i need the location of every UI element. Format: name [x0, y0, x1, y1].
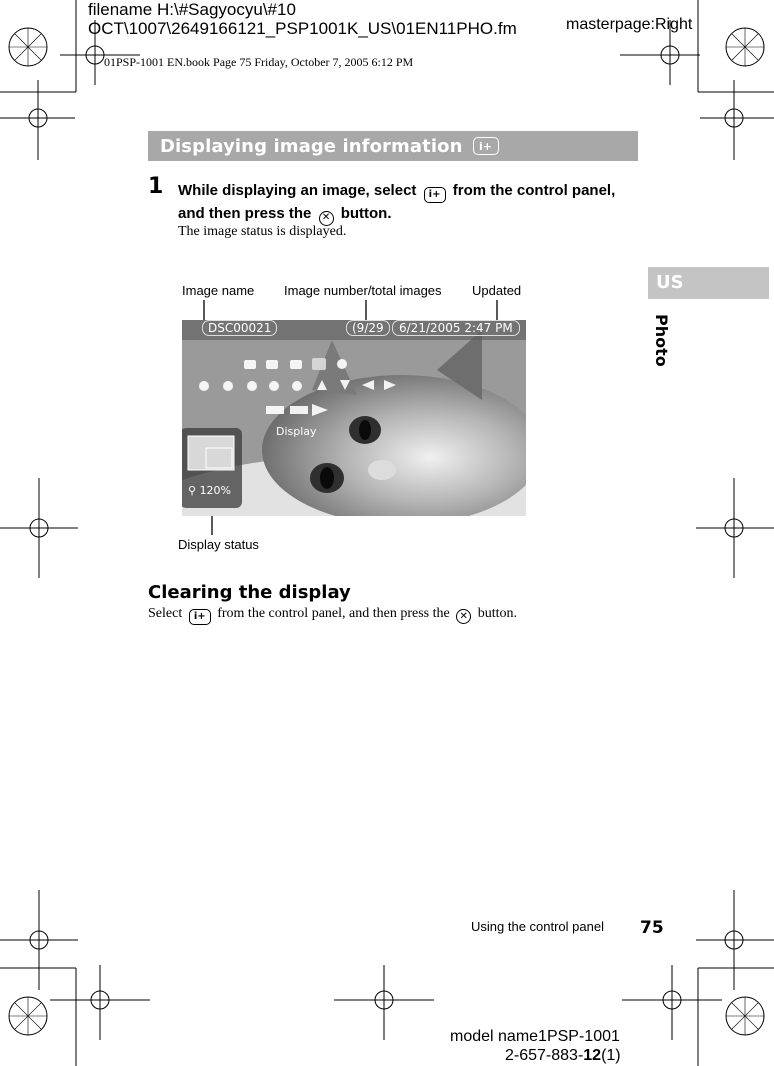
clearing-text-part3: button.: [477, 606, 517, 621]
clearing-text-part1: Select: [148, 606, 183, 621]
cross-button-icon: ✕: [319, 211, 334, 226]
model-code-bold: 12: [583, 1047, 602, 1064]
step-result: The image status is displayed.: [178, 224, 347, 239]
psp-screen-image: [182, 320, 526, 516]
section-title: Displaying image information: [160, 135, 463, 157]
step-text-part3: button.: [340, 205, 392, 222]
label-updated: Updated: [472, 283, 522, 298]
clearing-instruction: [148, 606, 517, 625]
model-code-suffix: (1): [601, 1047, 621, 1064]
footer-section-name: Using the control panel: [471, 919, 604, 934]
info-plus-icon: i+: [189, 609, 211, 625]
step-number: 1: [148, 174, 164, 199]
screen-image-name: DSC00021: [202, 320, 277, 336]
header-masterpage: masterpage:Right: [566, 16, 693, 33]
info-plus-icon: i+: [473, 137, 499, 155]
header-filename-line1: filename H:\#Sagyocyu\#10: [88, 0, 296, 19]
cross-button-icon: ✕: [456, 609, 471, 624]
clearing-heading: Clearing the display: [148, 582, 351, 603]
step-text-part1: While displaying an image, select: [178, 182, 417, 199]
region-label: US: [656, 272, 684, 293]
model-name: model name1PSP-1001: [450, 1028, 620, 1045]
model-code: [505, 1047, 621, 1065]
screen-image-count: (9/29: [346, 320, 390, 336]
info-plus-icon: i+: [424, 187, 446, 203]
chapter-label: [648, 312, 678, 372]
model-code-prefix: 2-657-883-: [505, 1047, 584, 1064]
clearing-text-part2: from the control panel, and then press the: [217, 606, 450, 621]
chapter-text: Photo: [652, 314, 671, 367]
page-number: 75: [640, 918, 664, 938]
label-image-name: Image name: [182, 283, 255, 298]
step-text-part2: from the control panel, and then press the: [178, 182, 616, 222]
header-book-info: 01PSP-1001 EN.book Page 75 Friday, October 7, 2005 6:12 PM: [104, 55, 414, 69]
kitten-photo: [182, 320, 526, 516]
screen-menu-label: Display: [276, 425, 317, 438]
zoom-icon: ⚲: [188, 484, 197, 497]
screen-date: 6/21/2005 2:47 PM: [392, 320, 520, 336]
label-image-number: Image number/total images: [284, 283, 442, 298]
header-filename-line2: OCT\1007\2649166121_PSP1001K_US\01EN11PHO.fm: [88, 19, 517, 38]
screen-zoom: [188, 484, 231, 497]
screen-zoom-value: 120%: [199, 484, 232, 497]
label-display-status: Display status: [178, 537, 259, 552]
